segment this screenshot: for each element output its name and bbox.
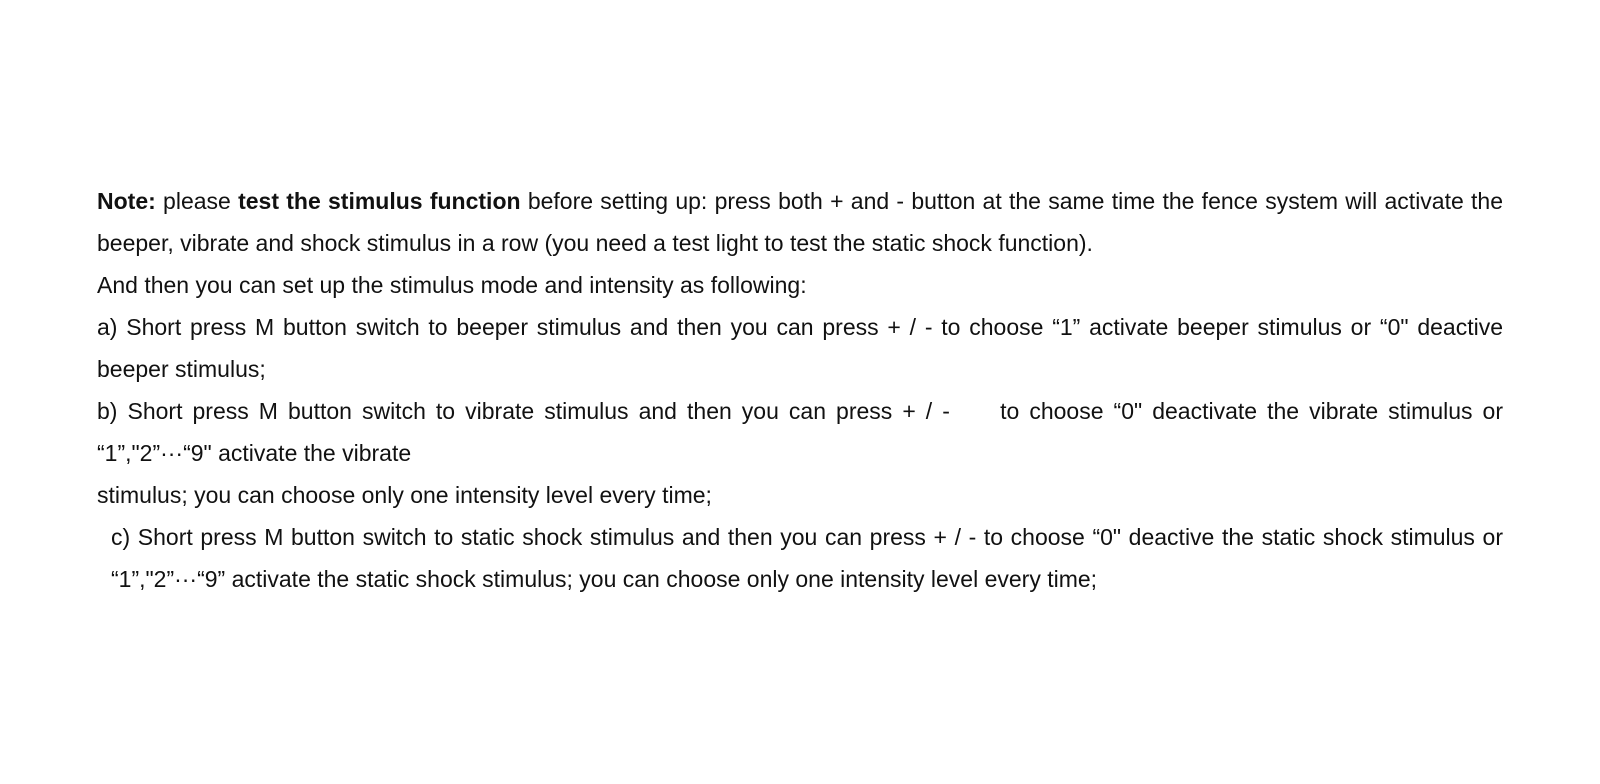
note-text-1: please [155,188,239,214]
item-b-text-1: b) Short press M button switch to vibrate stimulus and then you can press + / - [97,398,950,424]
item-b-continuation: stimulus; you can choose only one intensity level every time; [97,482,712,508]
item-c-paragraph: c) Short press M button switch to static shock stimulus and then you can press + / - to choose “0" deactive the static shock stimulus or “1”,"2”···“9” activate the static shock stimulus; you can choose only one intensity level every time; [111,524,1503,592]
note-label: Note: [97,188,156,214]
note-text-2: before setting up: press both + and - button at the same time the fence system will activate the beeper, vibrate and shock stimulus in a row (you need a test light to test the static shock function). [97,188,1504,256]
item-b-text-2: to choose “0" deactivate the vibrate stimulus or “1”,"2”···“9" activate the vibrate [97,398,1504,466]
note-bold-phrase: test the stimulus function [238,188,521,214]
item-b-gap [950,398,1000,424]
instruction-document [97,180,1503,600]
note-paragraph [97,180,1503,264]
intro-paragraph: And then you can set up the stimulus mode and intensity as following: [97,272,807,298]
item-b-paragraph [97,390,1503,474]
item-a-paragraph: a) Short press M button switch to beeper stimulus and then you can press + / - to choose “1” activate beeper stimulus or “0" deactive beeper stimulus; [97,314,1503,382]
